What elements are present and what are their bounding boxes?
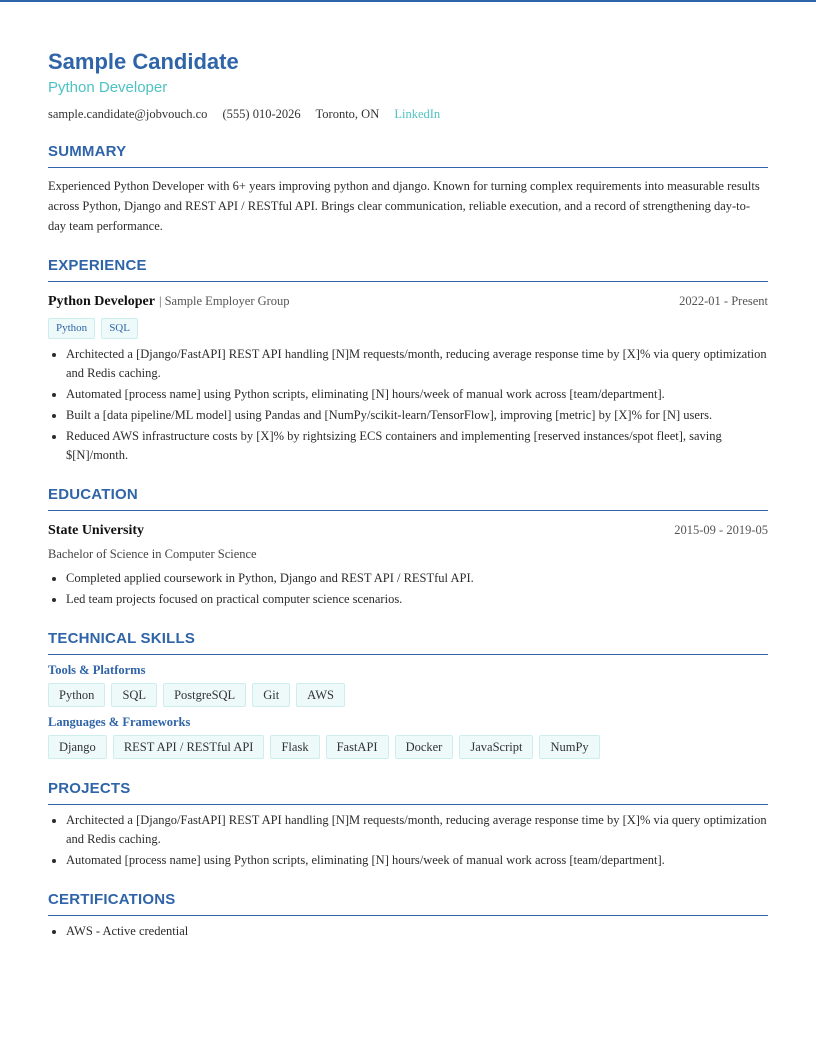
job-bullets <box>48 345 768 465</box>
skill-chip: REST API / RESTful API <box>113 735 265 759</box>
skill-chip: SQL <box>111 683 157 707</box>
contact-line <box>48 106 768 122</box>
skills-section <box>48 629 768 759</box>
degree-name: Bachelor of Science in Computer Science <box>48 547 257 561</box>
job-bullet: • Reduced AWS infrastructure costs by [X]% by rightsizing ECS containers and implementing [reserved instances/spot fleet], saving $[N]/month. <box>66 427 768 465</box>
experience-heading: EXPERIENCE <box>48 256 768 282</box>
skill-chip: Python <box>48 683 105 707</box>
skill-chip: Flask <box>270 735 319 759</box>
job-employer: | Sample Employer Group <box>158 294 290 308</box>
linkedin-link[interactable]: LinkedIn <box>394 107 441 121</box>
experience-entry <box>48 291 768 465</box>
contact-location: Toronto, ON <box>315 107 380 121</box>
job-tags <box>48 318 768 339</box>
projects-section <box>48 779 768 870</box>
job-title: Python Developer <box>48 294 155 309</box>
certifications-heading: CERTIFICATIONS <box>48 890 768 916</box>
job-tag: Python <box>48 318 95 339</box>
skill-chip: FastAPI <box>326 735 389 759</box>
skill-chip: AWS <box>296 683 345 707</box>
skill-chip: Docker <box>395 735 454 759</box>
contact-email[interactable]: sample.candidate@jobvouch.co <box>48 107 208 121</box>
project-bullet: • Automated [process name] using Python scripts, eliminating [N] hours/week of manual work across [team/department]. <box>66 851 768 870</box>
resume-page <box>48 48 768 943</box>
education-heading: EDUCATION <box>48 485 768 511</box>
project-bullets <box>48 811 768 870</box>
education-section <box>48 485 768 609</box>
summary-heading: SUMMARY <box>48 142 768 168</box>
job-bullet: • Built a [data pipeline/ML model] using Pandas and [NumPy/scikit-learn/TensorFlow], improving [metric] by [X]% for [N] users. <box>66 406 768 425</box>
job-heading <box>48 291 290 312</box>
education-bullet: • Completed applied coursework in Python, Django and REST API / RESTful API. <box>66 569 768 588</box>
job-bullet: • Automated [process name] using Python scripts, eliminating [N] hours/week of manual work across [team/department]. <box>66 385 768 404</box>
skill-chip: Django <box>48 735 107 759</box>
experience-section <box>48 256 768 465</box>
contact-phone: (555) 010-2026 <box>222 107 301 121</box>
project-bullet: • Architected a [Django/FastAPI] REST API handling [N]M requests/month, reducing average response time by [X]% via query optimization and Redis caching. <box>66 811 768 849</box>
job-bullet: • Architected a [Django/FastAPI] REST API handling [N]M requests/month, reducing average response time by [X]% via query optimization and Redis caching. <box>66 345 768 383</box>
skill-chip: PostgreSQL <box>163 683 246 707</box>
candidate-title: Python Developer <box>48 79 168 96</box>
skill-chip: Git <box>252 683 290 707</box>
summary-section <box>48 142 768 236</box>
skill-chips-languages <box>48 735 768 759</box>
education-bullet: • Led team projects focused on practical computer science scenarios. <box>66 590 768 609</box>
skills-heading: TECHNICAL SKILLS <box>48 629 768 655</box>
skill-group-title: Languages & Frameworks <box>48 715 191 729</box>
projects-heading: PROJECTS <box>48 779 768 805</box>
job-dates: 2022-01 - Present <box>679 294 768 308</box>
experience-entry-header <box>48 291 768 312</box>
top-accent-rule <box>0 0 816 2</box>
education-entry-header <box>48 520 768 541</box>
skill-chips-tools <box>48 683 768 707</box>
certification-bullet: • AWS - Active credential <box>66 922 768 941</box>
certification-bullets <box>48 922 768 941</box>
certifications-section <box>48 890 768 941</box>
skill-group-title: Tools & Platforms <box>48 663 146 677</box>
candidate-name: Sample Candidate <box>48 49 239 74</box>
education-bullets <box>48 569 768 609</box>
skill-chip: JavaScript <box>459 735 533 759</box>
skill-chip: NumPy <box>539 735 599 759</box>
school-name: State University <box>48 523 145 538</box>
resume-header <box>48 48 768 122</box>
job-tag: SQL <box>101 318 138 339</box>
summary-text: Experienced Python Developer with 6+ years improving python and django. Known for turning complex requirements into measurable results across Python, Django and REST API / RESTful API. Brings clear communication, reliable execution, and a record of strengthening day-to-day team performance. <box>48 179 760 233</box>
education-dates: 2015-09 - 2019-05 <box>674 523 768 537</box>
